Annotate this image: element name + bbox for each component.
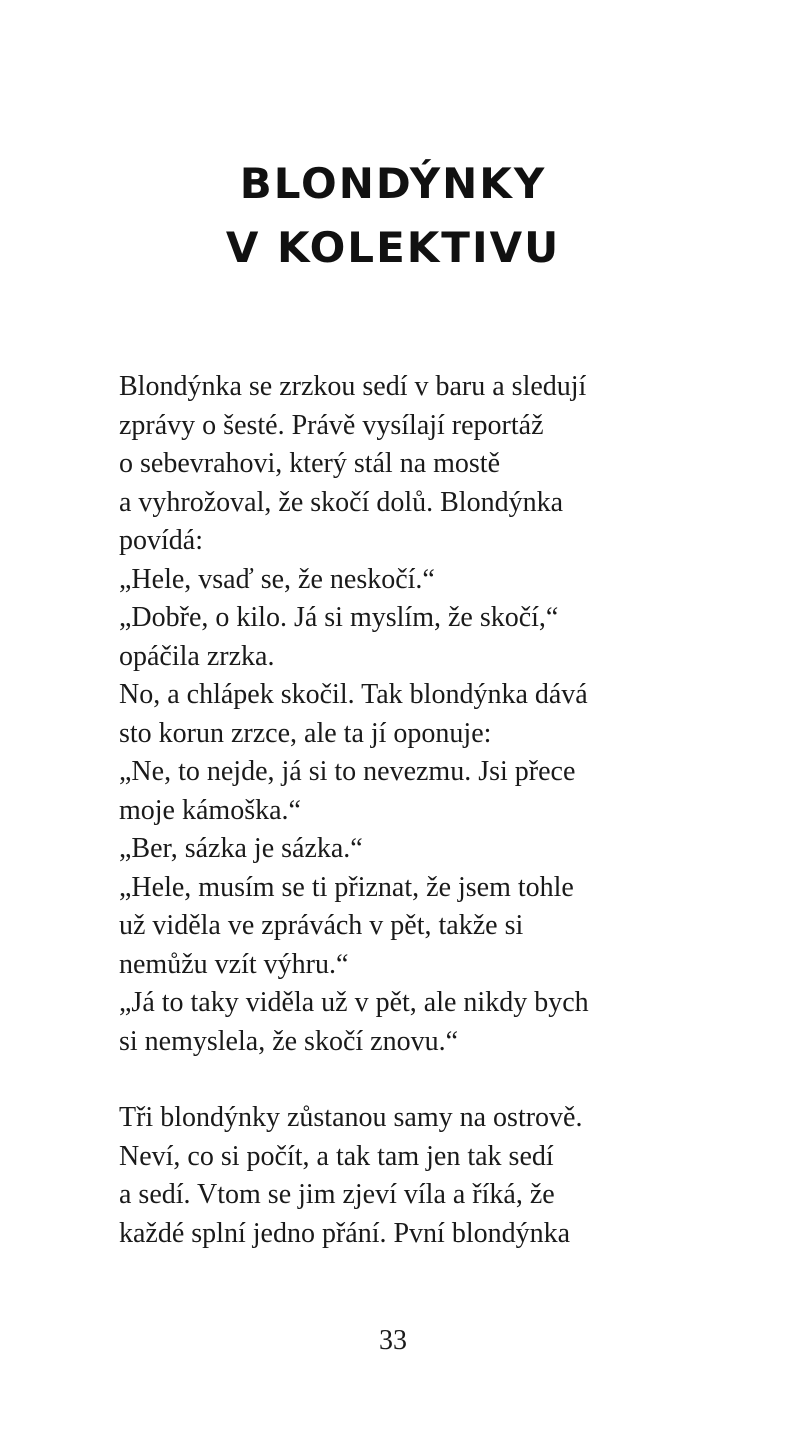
text-line: „Ne, to nejde, já si to nevezmu. Jsi přece — [119, 756, 576, 787]
text-line: No, a chlápek skočil. Tak blondýnka dává — [119, 679, 588, 710]
text-line: „Dobře, o kilo. Já si myslím, že skočí,“ — [119, 602, 559, 633]
page-number: 33 — [379, 1325, 407, 1356]
chapter-title — [0, 152, 786, 280]
text-line: si nemyslela, že skočí znovu.“ — [119, 1025, 459, 1057]
text-line: nemůžu vzít výhru.“ — [119, 948, 349, 980]
text-line: sto korun zrzce, ale ta jí oponuje: — [119, 717, 492, 749]
text-line: „Hele, musím se ti přiznat, že jsem tohle — [119, 871, 574, 903]
text-line: zprávy o šesté. Právě vysílají reportáž — [119, 409, 544, 441]
text-line: a vyhrožoval, že skočí dolů. Blondýnka — [119, 486, 564, 518]
text-line: už viděla ve zprávách v pět, takže si — [119, 910, 524, 941]
chapter-title-line: BLONDÝNKY — [239, 159, 547, 208]
text-line: o sebevrahovi, který stál na mostě — [119, 448, 501, 479]
text-line: opáčila zrzka. — [119, 640, 275, 672]
text-line: Neví, co si počít, a tak tam jen tak sedí — [119, 1140, 554, 1172]
text-line: Tři blondýnky zůstanou samy na ostrově. — [119, 1102, 583, 1133]
text-line: povídá: — [119, 525, 203, 556]
body-text — [119, 368, 719, 1253]
text-line: a sedí. Vtom se jim zjeví víla a říká, že — [119, 1179, 555, 1210]
text-line: Blondýnka se zrzkou sedí v baru a sledují — [119, 371, 587, 402]
text-line: „Ber, sázka je sázka.“ — [119, 833, 363, 864]
text-line: „Hele, vsaď se, že neskočí.“ — [119, 563, 435, 595]
text-line: každé splní jedno přání. Pvní blondýnka — [119, 1217, 571, 1249]
paragraph — [119, 368, 719, 1061]
chapter-title-line: V KOLEKTIVU — [225, 223, 561, 272]
text-line: moje kámoška.“ — [119, 794, 301, 826]
paragraph — [119, 1099, 719, 1253]
text-line: „Já to taky viděla už v pět, ale nikdy bych — [119, 987, 589, 1018]
